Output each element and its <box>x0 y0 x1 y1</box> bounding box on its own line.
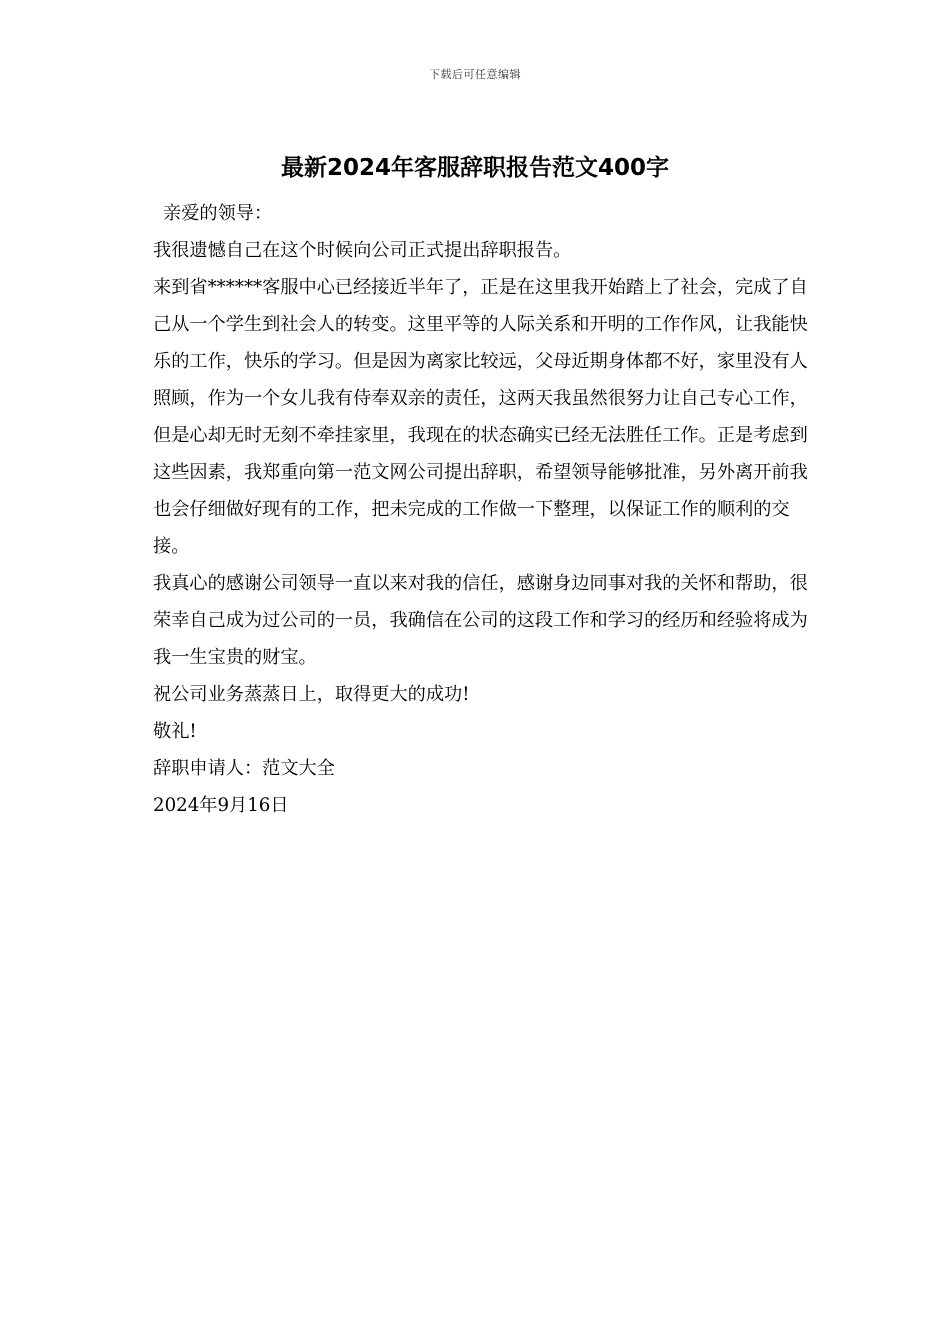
closing-line: 祝公司业务蒸蒸日上，取得更大的成功! <box>153 684 470 705</box>
header-note: 下载后可任意编辑 <box>429 68 521 81</box>
salute-line: 敬礼! <box>153 721 197 742</box>
paragraph-2: 来到省******客服中心已经接近半年了，正是在这里我开始踏上了社会，完成了自己从一个学生到社会人的转变。这里平等的人际关系和开明的工作作风，让我能快乐的工作，快乐的学习。但是因为离家比较远，父母近期身体都不好，家里没有人照顾，作为一个女儿我有侍奉双亲的责任，这两天我虽然很努力让自己专心工作，但是心却无时无刻不牵挂家里，我现在的状态确实已经无法胜任工作。正是考虑到这些因素，我郑重向第一范文网公司提出辞职，希望领导能够批准，另外离开前我也会仔细做好现有的工作，把未完成的工作做一下整理，以保证工作的顺利的交接。 <box>153 277 808 557</box>
document-title: 最新2024年客服辞职报告范文400字 <box>280 155 670 181</box>
paragraph-1: 我很遗憾自己在这个时候向公司正式提出辞职报告。 <box>153 240 572 261</box>
date-line: 2024年9月16日 <box>153 795 289 816</box>
signature-line: 辞职申请人：范文大全 <box>153 758 335 779</box>
paragraph-3: 我真心的感谢公司领导一直以来对我的信任，感谢身边同事对我的关怀和帮助，很荣幸自己成为过公司的一员，我确信在公司的这段工作和学习的经历和经验将成为我一生宝贵的财宝。 <box>153 573 808 668</box>
salutation: 亲爱的领导： <box>163 203 273 224</box>
document-body <box>145 195 815 824</box>
